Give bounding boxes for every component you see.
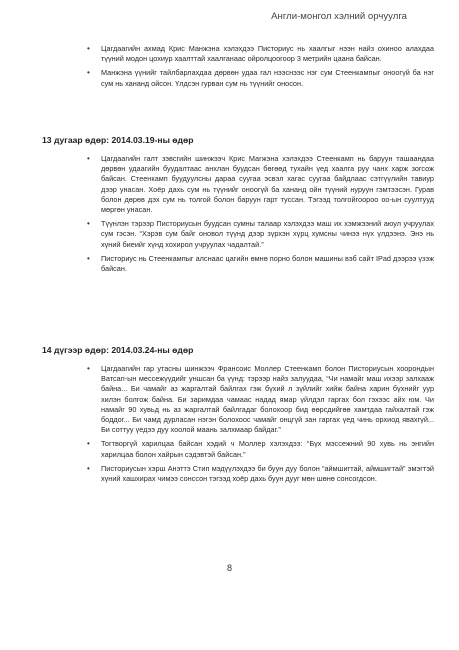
list-item <box>0 44 434 64</box>
paragraph-text: Писториус нь Стеенкампыг алснаас цагийн өмнө порно болон машины вэб сайт IPad дээрээ үзэж байсан. <box>101 253 434 274</box>
list-item <box>0 364 434 435</box>
bullet-icon: • <box>87 154 90 163</box>
bullet-icon: • <box>87 44 90 53</box>
bullet-icon: • <box>87 253 90 263</box>
paragraph-text: Писториусын хэрш Анэттэ Стип мэдүүлэхдээ би буун дуу болон “аймшигтай, аймшигтай” эмэгтэй хүний хашхирах чимээ сонссон тэгээд хоёр дахь буун дууг мөн шөнө сонсогдсон. <box>101 463 434 484</box>
section-heading: 14 дүгээр өдөр: 2014.03.24-ны өдөр <box>42 345 194 355</box>
bullet-icon: • <box>87 439 90 449</box>
bullet-icon: • <box>87 364 90 373</box>
paragraph-text: Манжэна үүнийг тайлбарлахдаа дөрвөн удаа гал нээснээс нэг сум Стеенкампыг оноогүй ба нэг сум нь хананд ойсон. Үлдсэн гурван сум нь түүнийг оносон. <box>101 68 434 88</box>
list-item <box>0 68 434 88</box>
bullet-icon: • <box>87 219 90 229</box>
page-number: 8 <box>226 563 232 573</box>
section-heading: 13 дугаар өдөр: 2014.03.19-ны өдөр <box>42 135 194 145</box>
paragraph-text: Тогтворгүй харилцаа байсан хэдий ч Моллер хэлэхдээ: “Бүх мэссежний 90 хувь нь энгийн харилцаа болон хайрын сэдэвтэй байсан.” <box>101 439 434 459</box>
list-item <box>0 254 434 274</box>
paragraph-text: Цагдаагийн ахмад Крис Манжэна хэлэхдээ Писториус нь хаалгыг нээн найз охиноо алахдаа түүний модон цохиур хаалттай хаалганаас ойролцоогоор 3 метрийн цаана байсан. <box>101 44 434 64</box>
bullet-icon: • <box>87 463 90 473</box>
running-header: Англи-монгол хэлний орчуулга <box>271 11 407 22</box>
list-item <box>0 439 434 459</box>
paragraph-text: Цагдаагийн галт зэвсгийн шинжээч Крис Магжэна хэлэхдээ Стеенкамп нь баруун ташаандаа дөрвөн удаагийн буудалтаас анхлан буудсан бөгөөд тухайн үед хаалга руу чанх харж зогсож байсан. Стеенкамп буудуулсны дараа суугаа эсвэл хагас суугаа байдлаас сэтгүүлийн тавиур дээр унасан. Хоёр дахь сум нь түүнийг оноогүй ба хананд ойн түүний нуруун гэмтээсэн. Гурав болон дөрөв дэх сум нь толгой болон баруун гарт туссан. Тэгээд толгойгоороо оо-ын суултууд мөргөн унасан. <box>101 154 434 215</box>
paragraph-text: Түүнлэн тэрээр Писториусын буудсан сумны талаар хэлэхдээ маш их хэмжээний аюул учруулах сум гэсэн. “Хэрэв сум байг оновол түүнд дээр зүрхэн хүрц хумсны чинээ нүх үлдээнэ. Энэ нь хүний биеийг хүнд хохирол учруулах чадалтай.” <box>101 219 434 249</box>
list-item <box>0 154 434 215</box>
paragraph-text: Цагдаагийн гар утасны шинжээч Франсоис Моллер Стеенкамп болон Писториусын хоорондын Ватсап-ын мессежүүдийг уншсан ба үүнд: тэрээр найз залуудаа, “Чи намайг маш ихээр залхааж байна... Би чамайг аз жаргалтай байлгах гэж бүхий л зүйлийг хийж байна харин бүхнийг уур хилэн болгож байна. Би заримдаа чамаас надад ямар үйлдэл гаргах бол гэхээс айх юм. Чи намайг 90 хувьд нь аз жаргалтай байлгадаг болохоор бид өөрсдийгөө хамтдаа гайхалтай гэж боддог... Би чамд дурласан нэгэн болохоос чамайг онцгүй зан гаргах үед чинь орхиод явахгүй... Би соттуу үедээ дуу хоолой маань залхмаар байдаг.” <box>101 364 434 435</box>
bullet-list <box>0 364 434 488</box>
bullet-list <box>0 154 434 278</box>
list-item <box>0 219 434 250</box>
bullet-icon: • <box>87 68 90 78</box>
bullet-list <box>0 44 434 93</box>
list-item <box>0 464 434 484</box>
